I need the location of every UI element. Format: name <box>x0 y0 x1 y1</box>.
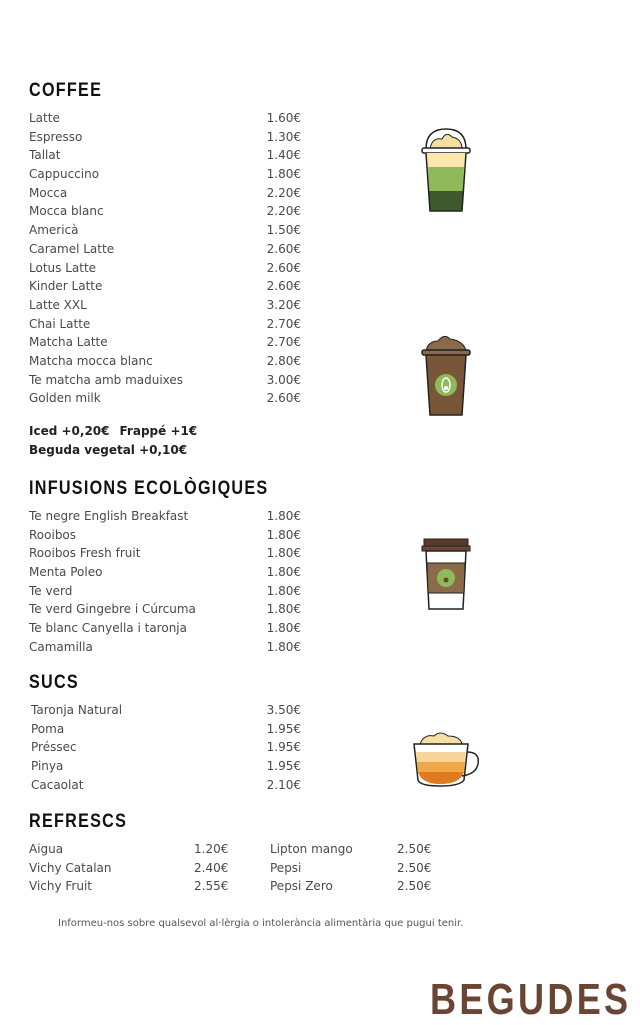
hot-chocolate-cup-icon <box>410 730 482 790</box>
item-price: 2.10€ <box>266 777 301 792</box>
menu-item <box>29 619 301 638</box>
menu-item <box>31 776 301 795</box>
item-name: Caramel Latte <box>29 241 115 256</box>
menu-item <box>31 757 301 776</box>
coffee-heading: COFFEE <box>29 80 103 101</box>
item-price: 1.50€ <box>266 223 301 238</box>
item-name: Aigua <box>29 842 64 856</box>
menu-item <box>29 563 301 582</box>
coffee-list <box>29 109 301 408</box>
item-name: Menta Poleo <box>29 565 103 580</box>
menu-item <box>29 165 301 184</box>
item-price: 2.60€ <box>266 391 301 406</box>
menu-item <box>29 507 301 526</box>
item-price: 1.80€ <box>266 527 301 542</box>
menu-item <box>29 221 301 240</box>
item-price: 1.80€ <box>266 167 301 182</box>
item-price: 1.80€ <box>266 602 301 617</box>
item-name: Lipton mango <box>270 842 353 856</box>
menu-item <box>29 526 301 545</box>
sucs-heading: SUCS <box>29 672 79 693</box>
item-price: 1.80€ <box>266 565 301 580</box>
item-name: Espresso <box>29 129 83 144</box>
item-name: Matcha mocca blanc <box>29 353 153 368</box>
item-name: Kinder Latte <box>29 279 103 294</box>
item-price: 2.60€ <box>266 279 301 294</box>
extra-vegetal: Beguda vegetal +0,10€ <box>29 443 188 457</box>
item-name: Latte XXL <box>29 297 87 312</box>
menu-item <box>29 109 301 128</box>
item-name: Taronja Natural <box>31 703 123 717</box>
item-name: Te verd Gingebre i Cúrcuma <box>29 602 196 617</box>
menu-item <box>29 146 301 165</box>
item-name: Cacaolat <box>31 777 84 792</box>
takeaway-cup-icon <box>418 537 474 611</box>
coffee-extras <box>29 422 207 460</box>
item-price: 2.20€ <box>266 185 301 200</box>
refrescs-list <box>29 840 437 896</box>
item-price: 2.20€ <box>266 204 301 219</box>
item-price: 2.60€ <box>266 260 301 275</box>
item-price: 1.80€ <box>266 583 301 598</box>
menu-item <box>29 259 301 278</box>
item-price: 1.95€ <box>266 759 301 774</box>
item-price: 1.80€ <box>266 509 301 523</box>
item-name: Golden milk <box>29 391 101 406</box>
matcha-frappe-icon <box>418 125 474 215</box>
menu-item <box>29 600 301 619</box>
item-price: 1.80€ <box>266 621 301 636</box>
menu-item <box>29 582 301 601</box>
menu-item <box>29 389 301 408</box>
item-name: Pepsi <box>270 860 302 875</box>
refrescs-heading: REFRESCS <box>29 811 128 832</box>
item-price: 1.80€ <box>266 639 301 654</box>
menu-item <box>29 638 301 657</box>
menu-item <box>29 371 301 390</box>
item-name: Te verd <box>29 583 73 598</box>
item-price: 1.80€ <box>266 546 301 561</box>
menu-item <box>29 296 301 315</box>
item-name: Latte <box>29 111 60 125</box>
menu-item <box>31 701 301 720</box>
item-price: 2.50€ <box>397 860 432 875</box>
item-price: 3.00€ <box>266 372 301 387</box>
item-name: Poma <box>31 721 65 736</box>
item-price: 3.50€ <box>266 703 301 717</box>
item-price: 2.60€ <box>266 241 301 256</box>
item-price: 3.20€ <box>266 297 301 312</box>
item-price: 2.80€ <box>266 353 301 368</box>
menu-item <box>29 277 301 296</box>
menu-item <box>29 202 301 221</box>
item-name: Camamilla <box>29 639 93 654</box>
menu-item <box>29 352 301 371</box>
item-name: Cappuccino <box>29 167 100 182</box>
extra-iced: Iced +0,20€ <box>29 424 110 438</box>
menu-item <box>29 184 301 203</box>
item-price: 2.40€ <box>194 860 229 875</box>
item-price: 2.50€ <box>397 842 432 856</box>
item-price: 2.50€ <box>397 879 432 894</box>
chocolate-frappe-icon <box>418 333 474 419</box>
item-name: Vichy Catalan <box>29 860 112 875</box>
item-name: Mocca <box>29 185 68 200</box>
menu-item <box>29 333 301 352</box>
item-price: 2.70€ <box>266 335 301 350</box>
item-name: Matcha Latte <box>29 335 108 350</box>
infusions-heading: INFUSIONS ECOLÒGIQUES <box>29 478 269 499</box>
item-name: Te matcha amb maduixes <box>29 372 184 387</box>
item-price: 1.40€ <box>266 148 301 163</box>
item-name: Rooibos <box>29 527 77 542</box>
item-name: Americà <box>29 223 79 238</box>
menu-item <box>31 738 301 757</box>
item-name: Te negre English Breakfast <box>29 509 189 523</box>
item-price: 1.60€ <box>266 111 301 125</box>
menu-item <box>31 720 301 739</box>
item-name: Te blanc Canyella i taronja <box>29 621 187 636</box>
item-name: Vichy Fruit <box>29 879 93 894</box>
item-price: 1.95€ <box>266 721 301 736</box>
menu-item <box>29 544 301 563</box>
item-name: Pepsi Zero <box>270 879 333 894</box>
item-name: Pinya <box>31 759 64 774</box>
item-price: 1.20€ <box>194 842 229 856</box>
item-name: Tallat <box>29 148 61 163</box>
item-price: 1.30€ <box>266 129 301 144</box>
menu-item <box>29 240 301 259</box>
item-name: Lotus Latte <box>29 260 97 275</box>
infusions-list <box>29 507 301 657</box>
item-name: Rooibos Fresh fruit <box>29 546 141 561</box>
sucs-list <box>31 701 301 794</box>
item-name: Chai Latte <box>29 316 91 331</box>
item-price: 2.55€ <box>194 879 229 894</box>
item-name: Mocca blanc <box>29 204 104 219</box>
item-name: Préssec <box>31 740 77 755</box>
allergy-note: Informeu-nos sobre qualsevol al·lèrgia o intolerància alimentària que pugui tenir. <box>58 918 464 929</box>
item-price: 1.95€ <box>266 740 301 755</box>
item-price: 2.70€ <box>266 316 301 331</box>
extra-frappe: Frappé +1€ <box>119 424 198 438</box>
brand-title: BEGUDES <box>430 975 632 1024</box>
menu-item <box>29 315 301 334</box>
menu-item <box>29 128 301 147</box>
